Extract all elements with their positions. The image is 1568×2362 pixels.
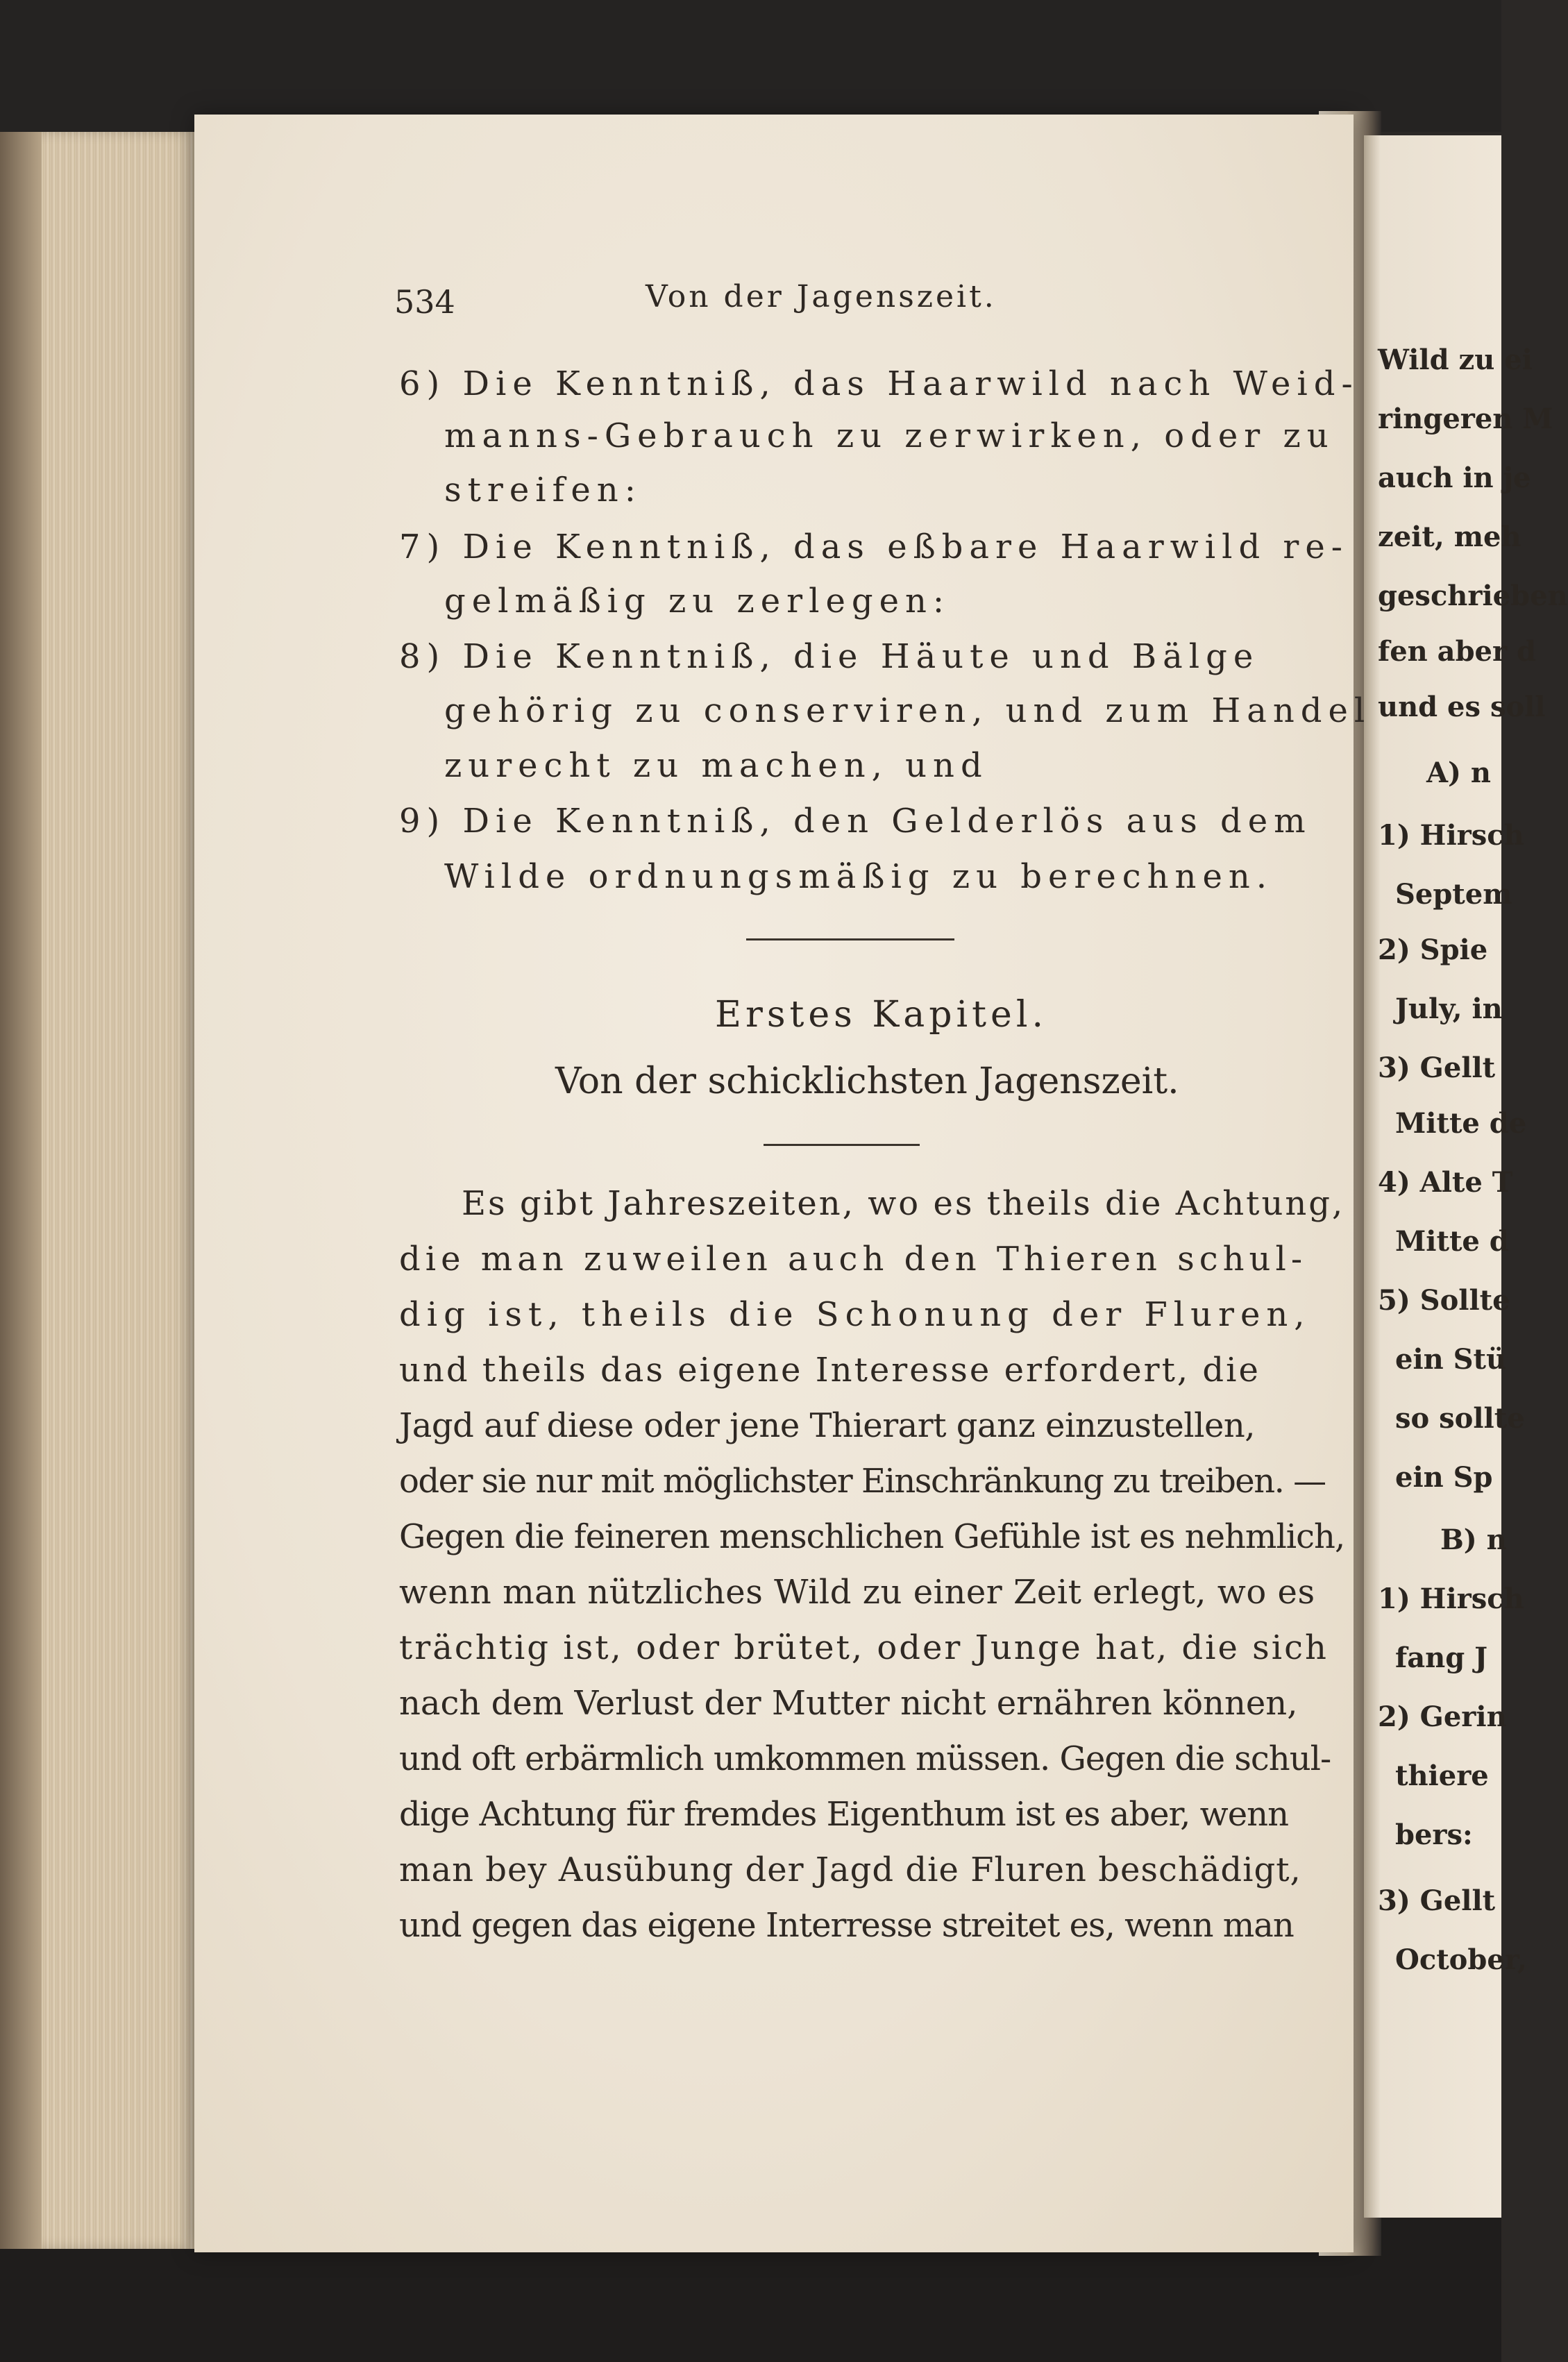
paragraph-line: Es gibt Jahreszeiten, wo es theils die Achtung,: [462, 1184, 1345, 1223]
facing-line: 5) Sollte: [1378, 1284, 1510, 1317]
facing-line: 1) Hirsch: [1378, 819, 1524, 852]
paragraph-line: die man zuweilen auch den Thieren schul-: [399, 1240, 1308, 1279]
facing-line: 1) Hirsch: [1378, 1583, 1524, 1615]
facing-line: 3) Gellt: [1378, 1884, 1496, 1917]
facing-line: thiere: [1395, 1760, 1489, 1792]
facing-line: und es soll: [1378, 691, 1546, 723]
list-line: 9) Die Kenntniß, den Gelderlös aus dem: [399, 802, 1312, 841]
paragraph-line: und theils das eigene Interesse erfordert, die: [399, 1351, 1261, 1390]
list-line: gelmäßig zu zerlegen:: [444, 582, 951, 621]
facing-line: fang J: [1395, 1642, 1488, 1674]
facing-line: B) n: [1440, 1524, 1507, 1556]
list-line: manns-Gebrauch zu zerwirken, oder zu: [444, 416, 1335, 455]
paragraph-line: trächtig ist, oder brütet, oder Junge hat, die sich: [399, 1628, 1329, 1667]
paragraph-line: dige Achtung für fremdes Eigenthum ist es aber, wenn: [399, 1795, 1288, 1834]
facing-line: Septem: [1395, 878, 1512, 911]
list-line: zurecht zu machen, und: [444, 746, 988, 785]
paragraph-line: und gegen das eigene Interresse streitet es, wenn man: [399, 1906, 1294, 1945]
facing-line: Wild zu ei: [1378, 344, 1533, 376]
page-number: 534: [394, 283, 455, 321]
facing-line: auch in je: [1378, 462, 1531, 494]
facing-page: [1364, 135, 1568, 2218]
facing-line: ringeren M: [1378, 403, 1553, 435]
facing-line: Mitte de: [1395, 1107, 1527, 1140]
facing-line: A) n: [1426, 757, 1491, 789]
section-divider: [746, 938, 954, 940]
list-line: 6) Die Kenntniß, das Haarwild nach Weid-: [399, 364, 1359, 403]
paragraph-line: wenn man nützliches Wild zu einer Zeit erlegt, wo es: [399, 1573, 1315, 1612]
list-line: gehörig zu conserviren, und zum Handel: [444, 691, 1372, 730]
paragraph-line: und oft erbärmlich umkommen müssen. Gegen die schul-: [399, 1739, 1331, 1778]
paragraph-line: man bey Ausübung der Jagd die Fluren beschädigt,: [399, 1850, 1301, 1889]
list-line: 7) Die Kenntniß, das eßbare Haarwild re-: [399, 528, 1349, 566]
backdrop-top: [0, 0, 1501, 132]
paragraph-line: dig ist, theils die Schonung der Fluren,: [399, 1295, 1311, 1334]
facing-line: so sollte: [1395, 1402, 1525, 1435]
chapter-divider: [764, 1144, 920, 1146]
facing-line: 3) Gellt: [1378, 1052, 1496, 1084]
paragraph-line: Jagd auf diese oder jene Thierart ganz einzustellen,: [399, 1406, 1256, 1445]
paragraph-line: oder sie nur mit möglichster Einschränkung zu treiben. —: [399, 1462, 1326, 1501]
running-title: Von der Jagenszeit.: [646, 279, 997, 314]
facing-line: 2) Spie: [1378, 934, 1488, 966]
facing-line: ein Sp: [1395, 1461, 1493, 1494]
facing-line: 2) Gerin: [1378, 1701, 1507, 1733]
facing-line: fen aber d: [1378, 635, 1536, 668]
chapter-number: Erstes Kapitel.: [715, 994, 1047, 1036]
paragraph-line: Gegen die feineren menschlichen Gefühle ist es nehmlich,: [399, 1517, 1345, 1556]
facing-line: July, in: [1395, 993, 1503, 1025]
book-cover-edge: [0, 132, 42, 2249]
list-line: streifen:: [444, 471, 642, 509]
chapter-title: Von der schicklichsten Jagenszeit.: [555, 1061, 1179, 1102]
list-line: 8) Die Kenntniß, die Häute und Bälge: [399, 637, 1260, 676]
facing-line: 4) Alte T: [1378, 1166, 1513, 1199]
facing-line: Mitte d: [1395, 1225, 1509, 1258]
facing-line: geschrieben: [1378, 580, 1568, 612]
paragraph-line: nach dem Verlust der Mutter nicht ernähren können,: [399, 1684, 1298, 1723]
facing-line: October,: [1395, 1943, 1527, 1976]
facing-line: ein Stü: [1395, 1343, 1507, 1376]
facing-line: zeit, meh: [1378, 521, 1521, 553]
facing-line: bers:: [1395, 1819, 1473, 1851]
list-line: Wilde ordnungsmäßig zu berechnen.: [444, 857, 1274, 896]
